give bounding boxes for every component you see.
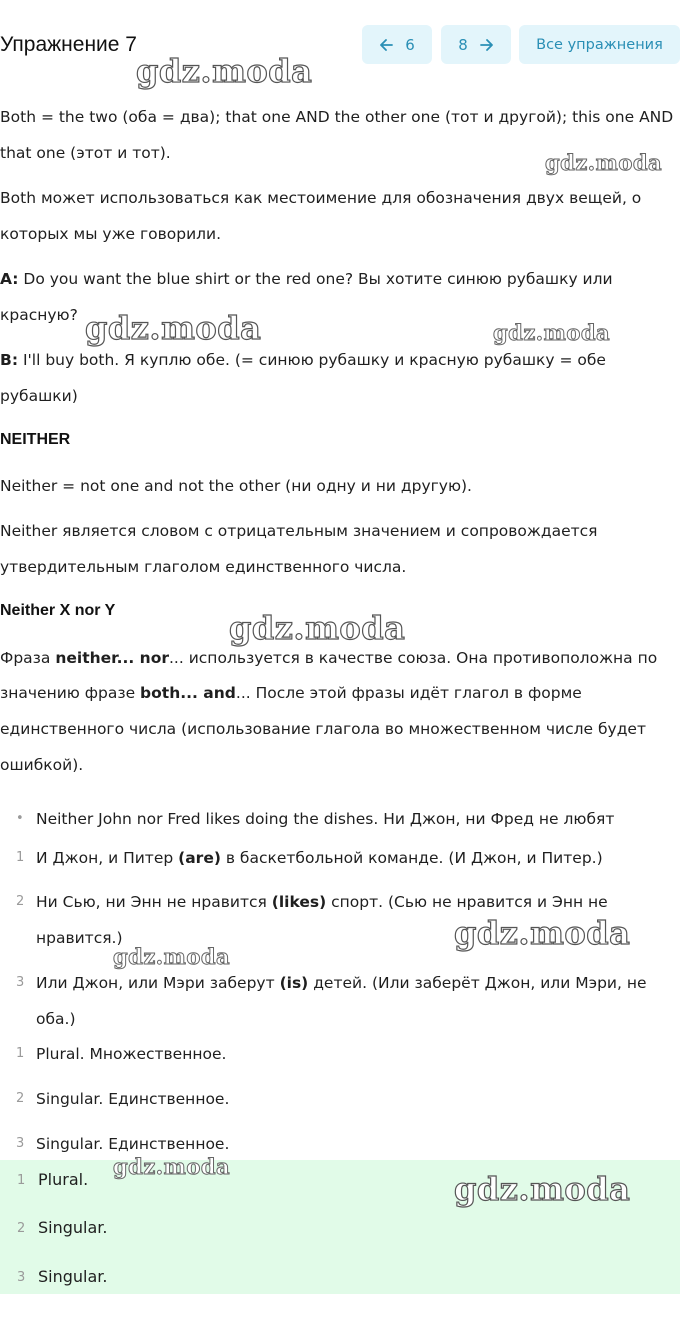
text-span: Или Джон, или Мэри заберут <box>36 974 280 992</box>
speaker-a-label: A: <box>0 270 19 288</box>
dialog-b-text: I'll buy both. Я куплю обе. (= синюю рубашку и красную рубашку = обе <box>18 351 606 369</box>
dialog-a-line1 <box>0 261 680 297</box>
both-definition-line1: Both = the two (оба = два); that one AND the other one (тот и другой); this one AND <box>0 108 674 126</box>
dialog-a-line2: красную? <box>0 306 78 324</box>
neither-nor-text-line3: единственного числа (использование глагола во множественном числе будет <box>0 720 646 738</box>
dialog-a-text: Do you want the blue shirt or the red one? Вы хотите синюю рубашку или <box>18 270 613 288</box>
neither-heading: NEITHER <box>0 431 71 448</box>
exercise-header <box>0 25 680 65</box>
text-span: значению фразе <box>0 684 141 702</box>
answer-text: Plural. <box>38 1170 89 1189</box>
next-exercise-label: 8 <box>458 35 468 54</box>
text-span: И Джон, и Питер <box>36 849 179 867</box>
text-span: ... После этой фразы идёт глагол в форме <box>235 684 582 702</box>
watermark: gdz.moda <box>454 914 631 952</box>
bold-phrase: (are) <box>178 849 221 867</box>
bold-phrase: neither... nor <box>55 649 169 667</box>
list-number: 3 <box>16 1136 25 1151</box>
text-span: в баскетбольной команде. (И Джон, и Питер.) <box>220 849 603 867</box>
prev-exercise-button[interactable] <box>362 25 432 64</box>
watermark: gdz.moda <box>113 944 231 969</box>
all-exercises-button[interactable] <box>519 25 680 64</box>
arrow-right-icon <box>480 38 494 52</box>
watermark: gdz.moda <box>493 320 611 345</box>
answer-text: Singular. <box>38 1267 108 1286</box>
prev-exercise-label: 6 <box>405 35 415 54</box>
both-definition-line2: that one (этот и тот). <box>0 144 171 162</box>
list-number: 2 <box>16 894 25 909</box>
list-item-text <box>36 840 603 876</box>
watermark: gdz.moda <box>85 309 262 347</box>
both-pronoun-line2: которых мы уже говорили. <box>0 225 222 243</box>
answer-number: 2 <box>17 1221 26 1236</box>
neither-usage-line2: утвердительным глаголом единственного числа. <box>0 558 407 576</box>
next-exercise-button[interactable] <box>441 25 511 64</box>
arrow-left-icon <box>379 38 393 52</box>
neither-nor-text-line2 <box>0 675 680 711</box>
list-item-text: нравится.) <box>36 929 123 947</box>
text-span: Фраза <box>0 649 56 667</box>
list-number: 3 <box>16 975 25 990</box>
watermark: gdz.moda <box>454 1170 631 1208</box>
watermark: gdz.moda <box>136 52 313 90</box>
bullet-marker: • <box>16 811 24 826</box>
list-item-text <box>36 965 647 1001</box>
answer-text: Singular. <box>38 1218 108 1237</box>
list-number: 1 <box>16 850 25 865</box>
bold-phrase: both... and <box>140 684 236 702</box>
neither-definition: Neither = not one and not the other (ни одну и ни другую). <box>0 477 472 495</box>
speaker-b-label: B: <box>0 351 19 369</box>
list-number: 1 <box>16 1046 25 1061</box>
list-number: 2 <box>16 1091 25 1106</box>
watermark: gdz.moda <box>229 609 406 647</box>
bold-phrase: (is) <box>279 974 309 992</box>
both-pronoun-line1: Both может использоваться как местоимение для обозначения двух вещей, о <box>0 189 642 207</box>
dialog-b-line1 <box>0 342 680 378</box>
page-title: Упражнение 7 <box>0 33 137 56</box>
bold-phrase: (likes) <box>271 893 327 911</box>
neither-usage-line1: Neither является словом с отрицательным значением и сопровождается <box>0 522 598 540</box>
answer-number: 3 <box>17 1270 26 1285</box>
answer-number: 1 <box>17 1173 26 1188</box>
text-span: ... используется в качестве союза. Она противоположна по <box>169 649 658 667</box>
list-item-text: оба.) <box>36 1010 76 1028</box>
list-item-text: Singular. Единственное. <box>36 1135 230 1153</box>
neither-nor-text-line4: ошибкой). <box>0 756 84 774</box>
list-item-text: Neither John nor Fred likes doing the dishes. Ни Джон, ни Фред не любят <box>36 810 615 828</box>
dialog-b-line2: рубашки) <box>0 387 78 405</box>
list-item-text: Singular. Единственное. <box>36 1090 230 1108</box>
text-span: Ни Сью, ни Энн не нравится <box>36 893 272 911</box>
text-span: спорт. (Сью не нравится и Энн не <box>326 893 608 911</box>
all-exercises-label: Все упражнения <box>536 36 663 53</box>
watermark: gdz.moda <box>545 150 663 175</box>
list-item-text: Plural. Множественное. <box>36 1045 227 1063</box>
watermark: gdz.moda <box>113 1154 231 1179</box>
neither-nor-heading: Neither X nor Y <box>0 602 116 619</box>
text-span: детей. (Или заберёт Джон, или Мэри, не <box>308 974 647 992</box>
